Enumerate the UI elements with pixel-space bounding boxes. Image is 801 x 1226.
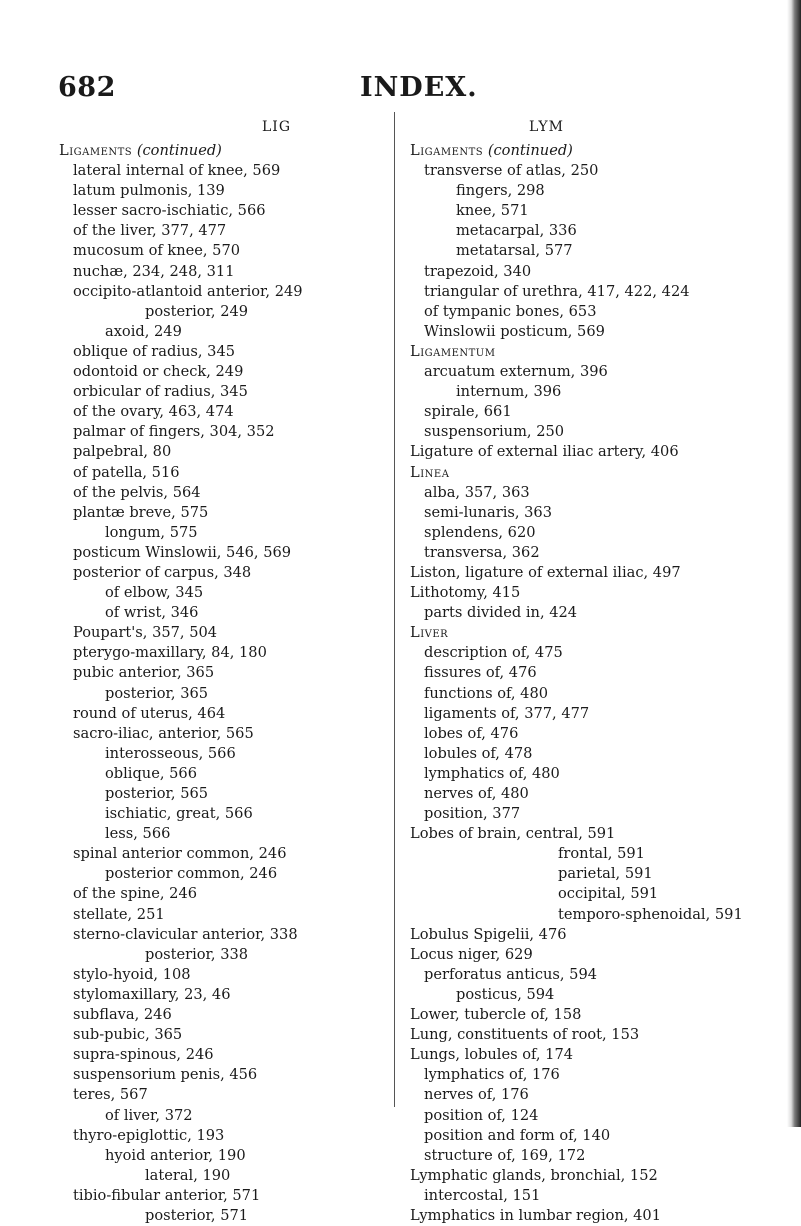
index-entry bbox=[59, 583, 394, 603]
index-entry bbox=[59, 483, 394, 503]
index-entry-text: posterior, 571 bbox=[145, 1206, 249, 1224]
index-entry-text: of wrist, 346 bbox=[105, 604, 199, 622]
index-entry-text: oblique of radius, 345 bbox=[73, 342, 236, 360]
index-entry bbox=[59, 563, 394, 583]
index-entry-text: knee, 571 bbox=[456, 202, 529, 220]
index-entry bbox=[59, 342, 394, 362]
index-entry bbox=[59, 884, 394, 904]
right-index-column bbox=[410, 141, 745, 1226]
index-entry-text: suspensorium, 250 bbox=[424, 423, 565, 441]
index-entry bbox=[410, 925, 745, 945]
index-entry bbox=[410, 985, 745, 1005]
index-entry-text: posterior common, 246 bbox=[105, 865, 278, 883]
index-entry-text: lymphatics of, 176 bbox=[424, 1066, 560, 1084]
index-entry-text: pubic anterior, 365 bbox=[73, 664, 215, 682]
index-entry-text: nuchæ, 234, 248, 311 bbox=[73, 262, 235, 280]
index-entry bbox=[410, 402, 745, 422]
left-index-column bbox=[59, 141, 394, 1226]
index-entry bbox=[410, 382, 745, 402]
index-entry bbox=[59, 1186, 394, 1206]
index-entry-text: of tympanic bones, 653 bbox=[424, 302, 597, 320]
index-entry-text: longum, 575 bbox=[105, 523, 198, 541]
index-entry-text: arcuatum externum, 396 bbox=[424, 363, 608, 381]
left-column-head: LIG bbox=[262, 119, 292, 135]
index-heading: Liver bbox=[410, 624, 449, 642]
index-entry bbox=[59, 1146, 394, 1166]
index-entry-text: ischiatic, great, 566 bbox=[105, 805, 253, 823]
index-entry bbox=[410, 744, 745, 764]
index-entry-text: lymphatics of, 480 bbox=[424, 764, 560, 782]
index-entry bbox=[59, 1025, 394, 1045]
index-entry-text: of elbow, 345 bbox=[105, 584, 204, 602]
index-entry bbox=[410, 141, 745, 161]
index-entry bbox=[410, 905, 745, 925]
index-entry bbox=[59, 1106, 394, 1126]
index-entry-text: position of, 124 bbox=[424, 1106, 539, 1124]
index-entry bbox=[410, 523, 745, 543]
index-entry bbox=[59, 201, 394, 221]
index-entry bbox=[59, 623, 394, 643]
index-entry-text: spirale, 661 bbox=[424, 403, 512, 421]
index-entry bbox=[59, 382, 394, 402]
index-entry-text: Lymphatic glands, bronchial, 152 bbox=[410, 1166, 658, 1184]
index-entry bbox=[410, 1045, 745, 1065]
index-entry-text: thyro-epiglottic, 193 bbox=[73, 1126, 225, 1144]
index-entry bbox=[59, 905, 394, 925]
index-entry bbox=[410, 1146, 745, 1166]
index-entry bbox=[410, 864, 745, 884]
page-header bbox=[0, 72, 801, 112]
index-entry bbox=[410, 724, 745, 744]
index-entry-text: temporo-sphenoidal, 591 bbox=[558, 905, 743, 923]
page-number: 682 bbox=[58, 72, 116, 103]
index-entry-text: subflava, 246 bbox=[73, 1006, 172, 1024]
index-entry bbox=[410, 201, 745, 221]
index-entry bbox=[410, 784, 745, 804]
index-entry-text: palpebral, 80 bbox=[73, 443, 172, 461]
index-entry-text: of the spine, 246 bbox=[73, 885, 198, 903]
index-entry bbox=[59, 463, 394, 483]
continued-note: (continued) bbox=[136, 142, 222, 159]
index-entry-text: interosseous, 566 bbox=[105, 744, 236, 762]
index-entry-text: perforatus anticus, 594 bbox=[424, 965, 598, 983]
index-entry bbox=[410, 643, 745, 663]
index-entry-text: posterior, 565 bbox=[105, 785, 209, 802]
index-entry bbox=[59, 1065, 394, 1085]
index-entry bbox=[410, 764, 745, 784]
index-entry bbox=[410, 262, 745, 282]
index-entry bbox=[410, 663, 745, 683]
index-entry-text: stellate, 251 bbox=[73, 905, 165, 923]
index-entry-text: frontal, 591 bbox=[558, 845, 645, 863]
index-entry bbox=[59, 442, 394, 462]
index-entry bbox=[59, 784, 394, 804]
index-entry-text: occipital, 591 bbox=[558, 885, 659, 903]
index-entry-text: fingers, 298 bbox=[456, 182, 545, 200]
index-entry bbox=[59, 543, 394, 563]
index-entry bbox=[59, 322, 394, 342]
index-entry-text: plantæ breve, 575 bbox=[73, 503, 209, 521]
index-entry bbox=[59, 302, 394, 322]
index-entry bbox=[410, 965, 745, 985]
index-entry-text: Lungs, lobules of, 174 bbox=[410, 1046, 574, 1064]
index-entry-text: Winslowii posticum, 569 bbox=[424, 322, 605, 340]
index-entry bbox=[410, 884, 745, 904]
index-entry-text: lateral internal of knee, 569 bbox=[73, 162, 281, 180]
index-entry bbox=[59, 844, 394, 864]
index-entry-text: stylomaxillary, 23, 46 bbox=[73, 985, 231, 1003]
index-entry-text: lesser sacro-ischiatic, 566 bbox=[73, 202, 266, 220]
index-entry-text: lobules of, 478 bbox=[424, 744, 533, 762]
index-entry bbox=[410, 1186, 745, 1206]
index-entry-text: posterior, 249 bbox=[145, 302, 249, 320]
index-entry-text: orbicular of radius, 345 bbox=[73, 383, 248, 401]
index-entry bbox=[59, 282, 394, 302]
index-entry bbox=[410, 1025, 745, 1045]
index-entry-text: stylo-hyoid, 108 bbox=[73, 965, 191, 983]
index-heading: Ligaments bbox=[59, 142, 133, 159]
index-entry bbox=[59, 684, 394, 704]
index-entry-text: pterygo-maxillary, 84, 180 bbox=[73, 644, 267, 662]
index-entry bbox=[59, 643, 394, 663]
index-entry bbox=[59, 704, 394, 724]
index-entry bbox=[59, 221, 394, 241]
index-entry bbox=[410, 422, 745, 442]
index-entry-text: metatarsal, 577 bbox=[456, 242, 573, 260]
index-heading: Ligamentum bbox=[410, 342, 496, 360]
index-entry bbox=[410, 1206, 745, 1226]
index-entry-text: Lower, tubercle of, 158 bbox=[410, 1006, 582, 1024]
index-entry-text: fissures of, 476 bbox=[424, 664, 537, 682]
index-entry-text: posterior of carpus, 348 bbox=[73, 563, 252, 581]
index-entry bbox=[59, 985, 394, 1005]
index-entry bbox=[59, 764, 394, 784]
index-entry-text: supra-spinous, 246 bbox=[73, 1046, 214, 1064]
index-entry bbox=[410, 844, 745, 864]
index-entry bbox=[59, 744, 394, 764]
index-entry bbox=[410, 221, 745, 241]
index-entry bbox=[410, 1065, 745, 1085]
index-entry-text: of the liver, 377, 477 bbox=[73, 222, 227, 240]
index-entry-text: semi-lunaris, 363 bbox=[424, 503, 552, 521]
index-entry-text: posterior, 338 bbox=[145, 945, 249, 963]
page-title: INDEX. bbox=[360, 72, 478, 103]
index-entry bbox=[410, 704, 745, 724]
index-entry-text: posticus, 594 bbox=[456, 985, 555, 1003]
index-entry bbox=[59, 402, 394, 422]
index-entry bbox=[410, 362, 745, 382]
index-entry-text: nerves of, 480 bbox=[424, 785, 529, 802]
index-entry bbox=[59, 724, 394, 744]
index-entry-text: lobes of, 476 bbox=[424, 724, 519, 742]
index-entry bbox=[410, 623, 745, 643]
index-entry bbox=[410, 804, 745, 824]
index-entry bbox=[59, 181, 394, 201]
index-entry bbox=[59, 1166, 394, 1186]
index-entry-text: suspensorium penis, 456 bbox=[73, 1066, 258, 1084]
index-entry-text: hyoid anterior, 190 bbox=[105, 1146, 246, 1164]
column-divider bbox=[394, 112, 395, 1107]
index-entry-text: tibio-fibular anterior, 571 bbox=[73, 1186, 261, 1204]
index-entry bbox=[59, 1085, 394, 1105]
index-entry-text: palmar of fingers, 304, 352 bbox=[73, 423, 275, 441]
index-entry-text: transverse of atlas, 250 bbox=[424, 162, 599, 180]
index-entry-text: mucosum of knee, 570 bbox=[73, 242, 241, 260]
index-entry bbox=[59, 1206, 394, 1226]
index-entry-text: Lung, constituents of root, 153 bbox=[410, 1026, 640, 1044]
index-entry bbox=[410, 1085, 745, 1105]
index-entry-text: intercostal, 151 bbox=[424, 1186, 541, 1204]
index-entry-text: lateral, 190 bbox=[145, 1166, 231, 1184]
index-entry bbox=[410, 563, 745, 583]
index-entry bbox=[410, 543, 745, 563]
index-entry bbox=[410, 1166, 745, 1186]
index-entry bbox=[410, 583, 745, 603]
index-entry bbox=[410, 603, 745, 623]
index-entry bbox=[59, 945, 394, 965]
index-entry-text: sacro-iliac, anterior, 565 bbox=[73, 724, 254, 742]
index-entry bbox=[410, 483, 745, 503]
index-entry-text: Lobulus Spigelii, 476 bbox=[410, 925, 567, 943]
index-entry bbox=[410, 1106, 745, 1126]
index-entry-text: sterno-clavicular anterior, 338 bbox=[73, 925, 298, 943]
index-entry-text: spinal anterior common, 246 bbox=[73, 845, 287, 863]
index-entry-text: axoid, 249 bbox=[105, 322, 182, 340]
index-entry-text: transversa, 362 bbox=[424, 543, 540, 561]
index-entry-text: Liston, ligature of external iliac, 497 bbox=[410, 563, 681, 581]
index-entry-text: triangular of urethra, 417, 422, 424 bbox=[424, 282, 690, 300]
index-entry-text: splendens, 620 bbox=[424, 523, 536, 541]
index-entry bbox=[410, 684, 745, 704]
index-heading: Linea bbox=[410, 463, 450, 481]
right-column-head: LYM bbox=[529, 119, 564, 135]
index-entry-text: Lobes of brain, central, 591 bbox=[410, 825, 616, 843]
index-entry bbox=[410, 503, 745, 523]
index-entry bbox=[410, 161, 745, 181]
index-entry bbox=[410, 302, 745, 322]
index-entry bbox=[59, 864, 394, 884]
index-entry-text: alba, 357, 363 bbox=[424, 483, 530, 501]
index-entry bbox=[59, 663, 394, 683]
index-entry-text: odontoid or check, 249 bbox=[73, 363, 244, 381]
index-entry-text: teres, 567 bbox=[73, 1086, 148, 1104]
index-entry bbox=[410, 241, 745, 261]
index-entry-text: round of uterus, 464 bbox=[73, 704, 226, 722]
index-entry-text: trapezoid, 340 bbox=[424, 262, 532, 280]
index-entry bbox=[410, 463, 745, 483]
index-entry-text: parts divided in, 424 bbox=[424, 604, 578, 622]
index-entry-text: Lithotomy, 415 bbox=[410, 584, 521, 602]
index-entry bbox=[410, 824, 745, 844]
index-entry-text: parietal, 591 bbox=[558, 865, 653, 883]
index-entry bbox=[410, 1126, 745, 1146]
index-entry bbox=[410, 181, 745, 201]
index-entry bbox=[59, 1045, 394, 1065]
index-entry bbox=[59, 141, 394, 161]
index-entry bbox=[59, 523, 394, 543]
index-entry-text: Locus niger, 629 bbox=[410, 945, 533, 963]
index-entry-text: of the ovary, 463, 474 bbox=[73, 403, 234, 421]
index-entry bbox=[410, 945, 745, 965]
index-entry-text: structure of, 169, 172 bbox=[424, 1146, 586, 1164]
index-entry-text: Poupart's, 357, 504 bbox=[73, 624, 218, 642]
index-entry-text: nerves of, 176 bbox=[424, 1086, 529, 1104]
index-entry bbox=[59, 262, 394, 282]
index-entry bbox=[59, 603, 394, 623]
index-entry bbox=[59, 925, 394, 945]
index-entry-text: latum pulmonis, 139 bbox=[73, 182, 225, 200]
book-page-edge bbox=[787, 0, 801, 1127]
continued-note: (continued) bbox=[487, 142, 573, 159]
index-entry-text: of liver, 372 bbox=[105, 1106, 193, 1124]
index-entry-text: occipito-atlantoid anterior, 249 bbox=[73, 282, 303, 300]
index-entry bbox=[59, 362, 394, 382]
index-entry bbox=[59, 422, 394, 442]
index-entry bbox=[59, 241, 394, 261]
index-entry-text: sub-pubic, 365 bbox=[73, 1026, 183, 1044]
index-entry bbox=[59, 824, 394, 844]
index-entry bbox=[410, 1005, 745, 1025]
index-entry bbox=[59, 161, 394, 181]
index-entry bbox=[59, 1005, 394, 1025]
index-entry-text: position, 377 bbox=[424, 805, 521, 823]
index-entry-text: oblique, 566 bbox=[105, 764, 197, 782]
index-entry-text: Lymphatics in lumbar region, 401 bbox=[410, 1206, 662, 1224]
index-entry-text: position and form of, 140 bbox=[424, 1126, 611, 1144]
index-heading: Ligaments bbox=[410, 142, 484, 159]
index-entry bbox=[59, 804, 394, 824]
index-entry-text: ligaments of, 377, 477 bbox=[424, 704, 590, 722]
index-entry-text: functions of, 480 bbox=[424, 684, 549, 702]
index-entry bbox=[59, 503, 394, 523]
index-entry bbox=[410, 282, 745, 302]
index-entry-text: description of, 475 bbox=[424, 644, 563, 662]
index-entry-text: of the pelvis, 564 bbox=[73, 483, 201, 501]
index-entry-text: posticum Winslowii, 546, 569 bbox=[73, 543, 292, 561]
index-entry-text: of patella, 516 bbox=[73, 463, 180, 481]
index-entry bbox=[410, 322, 745, 342]
index-entry bbox=[59, 1126, 394, 1146]
index-entry-text: posterior, 365 bbox=[105, 684, 209, 702]
index-entry-text: Ligature of external iliac artery, 406 bbox=[410, 443, 679, 461]
index-entry bbox=[410, 342, 745, 362]
index-entry-text: less, 566 bbox=[105, 825, 171, 843]
index-entry-text: internum, 396 bbox=[456, 383, 562, 401]
index-entry-text: metacarpal, 336 bbox=[456, 222, 577, 240]
index-entry bbox=[59, 965, 394, 985]
index-entry bbox=[410, 442, 745, 462]
